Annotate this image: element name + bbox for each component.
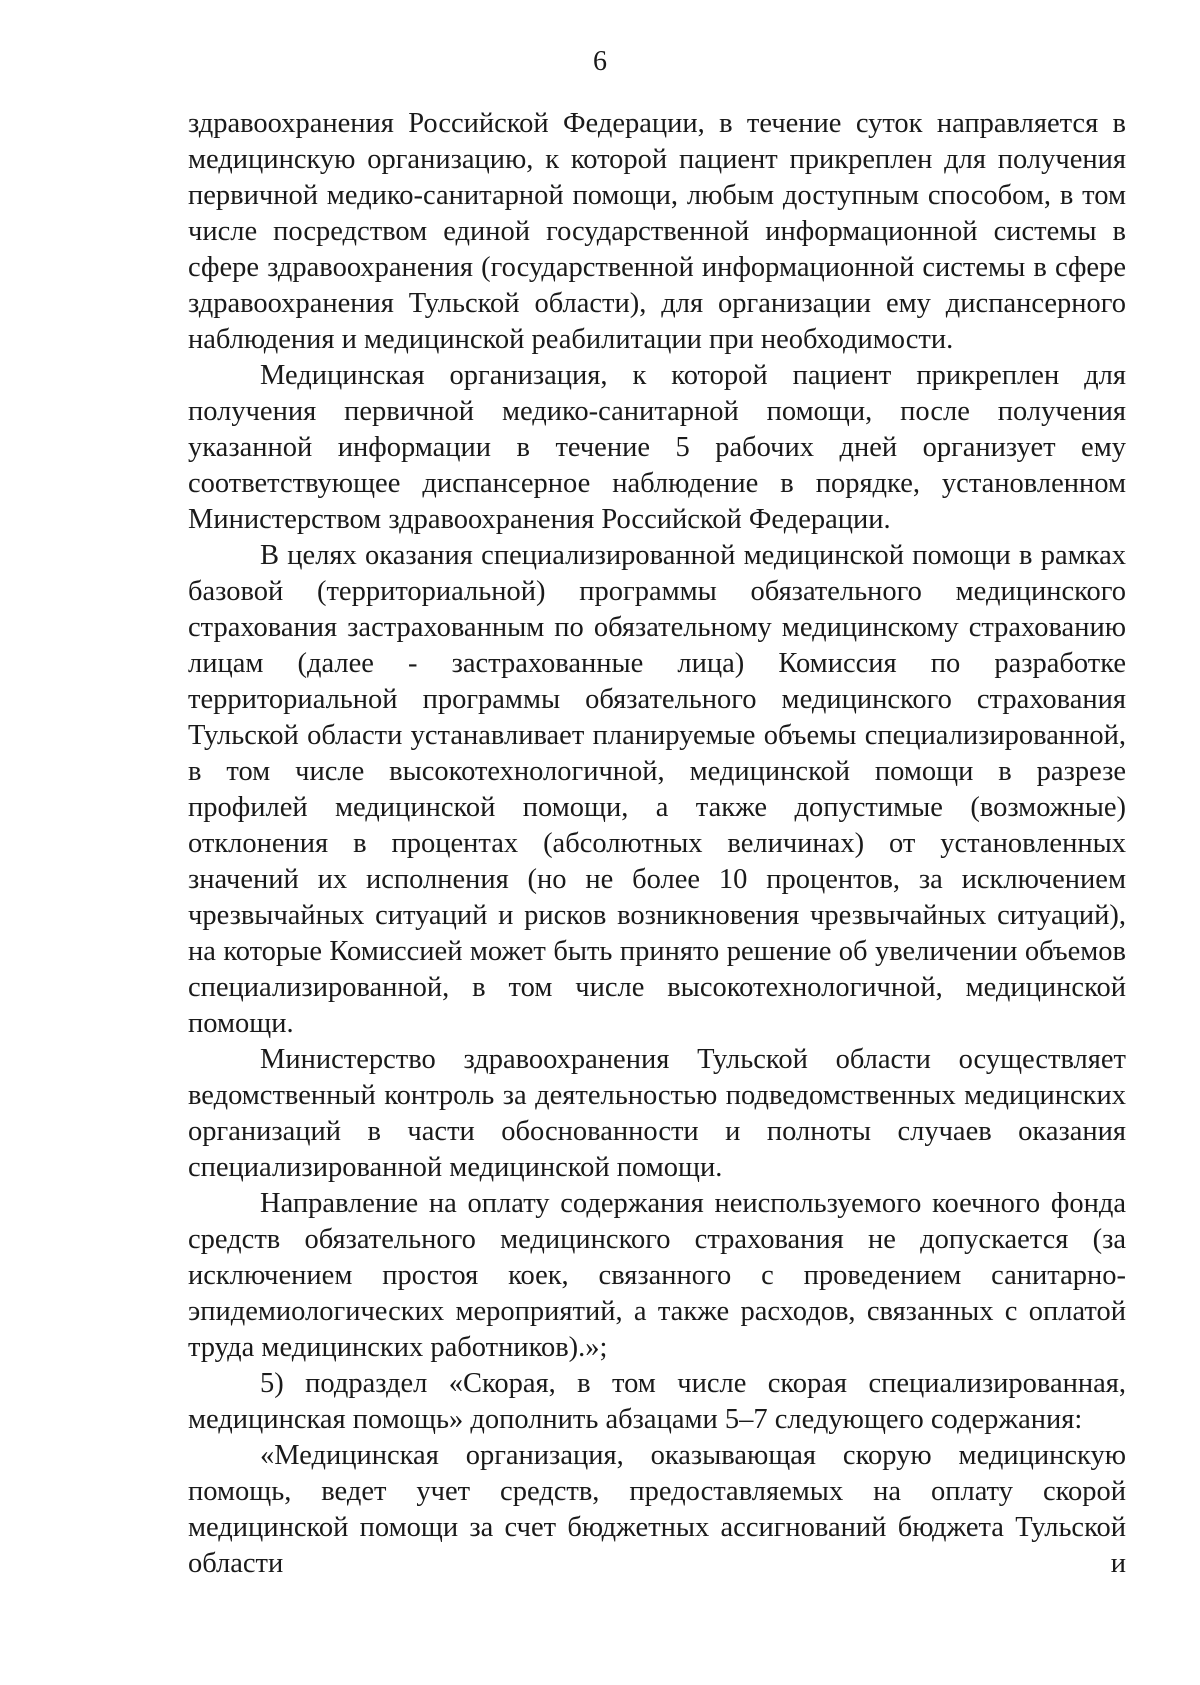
paragraph-quoted: «Медицинская организация, оказывающая скорую медицинскую помощь, ведет учет средств, предоставляемых на оплату скорой медицинской помощи за счет бюджетных ассигнований бюджета Тульской области и xyxy=(188,1440,1126,1579)
paragraph: В целях оказания специализированной медицинской помощи в рамках базовой (территориальной) программы обязательного медицинского страхования застрахованным по обязательному медицинскому страхованию лицам (далее - застрахованные лица) Комиссия по разработке территориальной программы обязательного медицинского страхования Тульской области устанавливает планируемые объемы специализированной, в том числе высокотехнологичной, медицинской помощи в разрезе профилей медицинской помощи, а также допустимые (возможные) отклонения в процентах (абсолютных величинах) от установленных значений их исполнения (но не более 10 процентов, за исключением чрезвычайных ситуаций и рисков возникновения чрезвычайных ситуаций), на которые Комиссией может быть принято решение об увеличении объемов специализированной, в том числе высокотехнологичной, медицинской помощи. xyxy=(188,540,1126,1039)
paragraph-list-item: 5) подраздел «Скорая, в том числе скорая специализированная, медицинская помощь» дополнить абзацами 5–7 следующего содержания: xyxy=(188,1368,1126,1435)
paragraph: Медицинская организация, к которой пациент прикреплен для получения первичной медико-санитарной помощи, после получения указанной информации в течение 5 рабочих дней организует ему соответствующее диспансерное наблюдение в порядке, установленном Министерством здравоохранения Российской Федерации. xyxy=(188,360,1126,535)
paragraph: Направление на оплату содержания неиспользуемого коечного фонда средств обязательного медицинского страхования не допускается (за исключением простоя коек, связанного с проведением санитарно-эпидемиологических мероприятий, а также расходов, связанных с оплатой труда медицинских работников).»; xyxy=(188,1188,1126,1363)
page-number: 6 xyxy=(593,46,607,77)
document-body xyxy=(188,106,1126,1582)
paragraph: Министерство здравоохранения Тульской области осуществляет ведомственный контроль за деятельностью подведомственных медицинских организаций в части обоснованности и полноты случаев оказания специализированной медицинской помощи. xyxy=(188,1044,1126,1183)
paragraph-continuation: здравоохранения Российской Федерации, в течение суток направляется в медицинскую организацию, к которой пациент прикреплен для получения первичной медико-санитарной помощи, любым доступным способом, в том числе посредством единой государственной информационной системы в сфере здравоохранения (государственной информационной системы в сфере здравоохранения Тульской области), для организации ему диспансерного наблюдения и медицинской реабилитации при необходимости. xyxy=(188,108,1126,355)
